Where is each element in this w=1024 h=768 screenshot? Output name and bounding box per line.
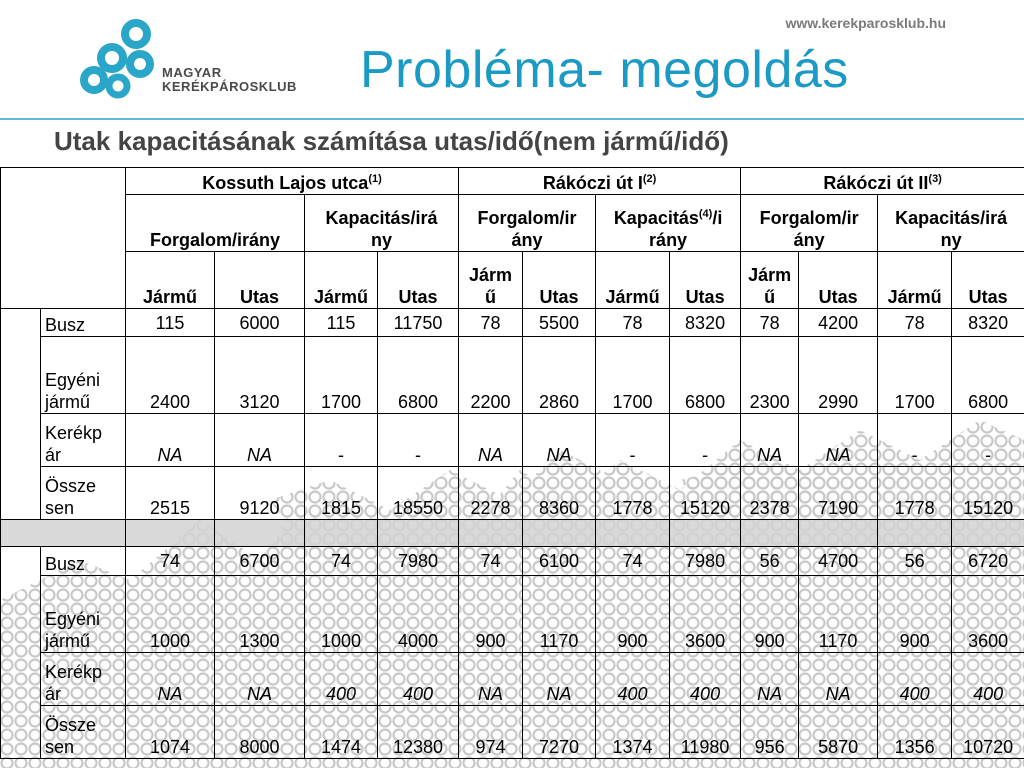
table-row xyxy=(1,337,1024,414)
table-cell: 15120 xyxy=(952,467,1024,520)
table-cell: NA xyxy=(126,414,215,467)
table-cell: 9120 xyxy=(215,467,305,520)
table-cell: 1000 xyxy=(305,576,378,653)
col-utas: Utas xyxy=(670,252,741,309)
logo-line-1: MAGYAR xyxy=(162,65,222,80)
forgalom-header: Forgalom/ir ány xyxy=(459,195,596,252)
group-label-before xyxy=(1,309,41,520)
row-label: Össze sen xyxy=(41,706,126,759)
kapacitas-header: Kapacitás/irá ny xyxy=(878,195,1024,252)
table-cell: 900 xyxy=(741,576,799,653)
table-cell: NA xyxy=(215,653,305,706)
table-cell: NA xyxy=(741,414,799,467)
table-cell: 1700 xyxy=(305,337,378,414)
row-label: Egyéni jármű xyxy=(41,337,126,414)
table-cell: NA xyxy=(523,653,596,706)
table-cell: 5870 xyxy=(799,706,878,759)
header-row-units xyxy=(1,252,1024,309)
table-cell: 11750 xyxy=(378,309,459,337)
col-utas: Utas xyxy=(378,252,459,309)
logo-line-2: KERÉKPÁROSKLUB xyxy=(162,79,297,94)
table-cell: - xyxy=(670,414,741,467)
table-cell: 4700 xyxy=(799,547,878,576)
separator-cell xyxy=(878,520,952,547)
table-cell: 12380 xyxy=(378,706,459,759)
table-row xyxy=(1,309,1024,337)
separator-cell xyxy=(670,520,741,547)
table-cell: 956 xyxy=(741,706,799,759)
table-cell: 6800 xyxy=(952,337,1024,414)
col-utas: Utas xyxy=(523,252,596,309)
table-cell: 2278 xyxy=(459,467,523,520)
table-cell: 900 xyxy=(878,576,952,653)
table-cell: 6100 xyxy=(523,547,596,576)
table-cell: 8000 xyxy=(215,706,305,759)
table-cell: 974 xyxy=(459,706,523,759)
table-cell: 74 xyxy=(305,547,378,576)
col-jarmu: Jármű xyxy=(878,252,952,309)
table-cell: 4200 xyxy=(799,309,878,337)
row-label: Össze sen xyxy=(41,467,126,520)
separator-cell xyxy=(378,520,459,547)
forgalom-header: Forgalom/irány xyxy=(126,195,305,252)
table-cell: 900 xyxy=(459,576,523,653)
capacity-table xyxy=(0,167,1024,759)
row-label: Kerékp ár xyxy=(41,653,126,706)
col-jarmu: Járm ű xyxy=(459,252,523,309)
table-row xyxy=(1,576,1024,653)
table-cell: 74 xyxy=(126,547,215,576)
table-cell: 6720 xyxy=(952,547,1024,576)
slide-subtitle: Utak kapacitásának számítása utas/idő(nem jármű/idő) xyxy=(54,126,729,156)
separator-cell xyxy=(126,520,215,547)
table-cell: 1778 xyxy=(596,467,670,520)
separator-cell xyxy=(1,520,126,547)
table-cell: 6800 xyxy=(670,337,741,414)
table-cell: - xyxy=(878,414,952,467)
website-url: www.kerekparosklub.hu xyxy=(785,15,946,31)
road-header-rakoczi-2: Rákóczi út II$^{(3)}$ xyxy=(741,168,1024,195)
table-cell: 7190 xyxy=(799,467,878,520)
kerekparosklub-logo xyxy=(78,18,328,100)
separator-cell xyxy=(799,520,878,547)
table-row xyxy=(1,467,1024,520)
table-cell: 56 xyxy=(741,547,799,576)
col-jarmu: Járm ű xyxy=(741,252,799,309)
table-cell: 900 xyxy=(596,576,670,653)
table-cell: 115 xyxy=(305,309,378,337)
table-cell: NA xyxy=(523,414,596,467)
col-utas: Utas xyxy=(799,252,878,309)
separator-cell xyxy=(305,520,378,547)
table-cell: 400 xyxy=(670,653,741,706)
table-row xyxy=(1,653,1024,706)
table-row xyxy=(1,414,1024,467)
table-cell: 1815 xyxy=(305,467,378,520)
separator-cell xyxy=(215,520,305,547)
table-cell: 1356 xyxy=(878,706,952,759)
table-cell: NA xyxy=(126,653,215,706)
table-cell: 74 xyxy=(596,547,670,576)
group-label-after xyxy=(1,547,41,759)
table-cell: 1170 xyxy=(799,576,878,653)
table-cell: 400 xyxy=(596,653,670,706)
table-cell: 3120 xyxy=(215,337,305,414)
table-cell: 7980 xyxy=(670,547,741,576)
table-cell: 2200 xyxy=(459,337,523,414)
col-jarmu: Jármű xyxy=(596,252,670,309)
table-cell: 7270 xyxy=(523,706,596,759)
table-cell: 78 xyxy=(459,309,523,337)
table-cell: 1300 xyxy=(215,576,305,653)
logo-wordmark xyxy=(162,66,297,94)
table-cell: 1700 xyxy=(596,337,670,414)
table-cell: 2860 xyxy=(523,337,596,414)
table-cell: NA xyxy=(459,653,523,706)
title-divider xyxy=(0,118,1024,120)
table-cell: 3600 xyxy=(670,576,741,653)
separator-row xyxy=(1,520,1024,547)
table-cell: 2990 xyxy=(799,337,878,414)
table-cell: 78 xyxy=(741,309,799,337)
table-cell: 8360 xyxy=(523,467,596,520)
forgalom-header: Forgalom/ir ány xyxy=(741,195,878,252)
separator-cell xyxy=(523,520,596,547)
table-cell: - xyxy=(305,414,378,467)
table-cell: 1474 xyxy=(305,706,378,759)
table-cell: 3600 xyxy=(952,576,1024,653)
col-utas: Utas xyxy=(952,252,1024,309)
table-cell: 2378 xyxy=(741,467,799,520)
table-cell: 74 xyxy=(459,547,523,576)
row-label: Busz xyxy=(41,309,126,337)
table-cell: 8320 xyxy=(670,309,741,337)
table-cell: 400 xyxy=(878,653,952,706)
table-cell: 8320 xyxy=(952,309,1024,337)
kapacitas-header: Kapacitás$^{(4)}$/i rány xyxy=(596,195,741,252)
table-cell: 10720 xyxy=(952,706,1024,759)
table-cell: 1778 xyxy=(878,467,952,520)
table-cell: 5500 xyxy=(523,309,596,337)
table-cell: 11980 xyxy=(670,706,741,759)
separator-cell xyxy=(741,520,799,547)
table-cell: - xyxy=(378,414,459,467)
table-cell: 56 xyxy=(878,547,952,576)
table-cell: - xyxy=(952,414,1024,467)
row-label: Busz xyxy=(41,547,126,576)
kapacitas-header: Kapacitás/irá ny xyxy=(305,195,459,252)
col-utas: Utas xyxy=(215,252,305,309)
separator-cell xyxy=(952,520,1024,547)
road-header-rakoczi-1: Rákóczi út $I^{(2)}$ xyxy=(459,168,741,195)
table-cell: 7980 xyxy=(378,547,459,576)
table-cell: 1700 xyxy=(878,337,952,414)
table-cell: 15120 xyxy=(670,467,741,520)
table-cell: 400 xyxy=(952,653,1024,706)
table-cell: 6700 xyxy=(215,547,305,576)
slide-title: Probléma- megoldás xyxy=(360,41,849,99)
row-label: Egyéni jármű xyxy=(41,576,126,653)
table-cell: 1170 xyxy=(523,576,596,653)
table-cell: 6000 xyxy=(215,309,305,337)
separator-cell xyxy=(459,520,523,547)
logo-circles-icon xyxy=(78,18,162,100)
table-cell: NA xyxy=(799,653,878,706)
row-label: Kerékp ár xyxy=(41,414,126,467)
table-cell: 78 xyxy=(596,309,670,337)
table-cell: 6800 xyxy=(378,337,459,414)
table-cell: NA xyxy=(459,414,523,467)
table-cell: 2300 xyxy=(741,337,799,414)
table-cell: NA xyxy=(215,414,305,467)
table-cell: NA xyxy=(741,653,799,706)
table-cell: NA xyxy=(799,414,878,467)
table-cell: 2400 xyxy=(126,337,215,414)
table-cell: 1074 xyxy=(126,706,215,759)
header-row-measures xyxy=(1,195,1024,252)
road-header-kossuth: Kossuth Lajos utca$^{(1)}$ xyxy=(126,168,459,195)
table-cell: 400 xyxy=(305,653,378,706)
table-cell: 18550 xyxy=(378,467,459,520)
table-cell: - xyxy=(596,414,670,467)
table-cell: 1374 xyxy=(596,706,670,759)
separator-cell xyxy=(596,520,670,547)
table-cell: 115 xyxy=(126,309,215,337)
table-cell: 4000 xyxy=(378,576,459,653)
col-jarmu: Jármű xyxy=(305,252,378,309)
table-row xyxy=(1,547,1024,576)
corner-cell xyxy=(1,168,126,309)
table-cell: 78 xyxy=(878,309,952,337)
col-jarmu: Jármű xyxy=(126,252,215,309)
table-cell: 400 xyxy=(378,653,459,706)
header-row-roads xyxy=(1,168,1024,195)
table-row xyxy=(1,706,1024,759)
table-cell: 1000 xyxy=(126,576,215,653)
table-cell: 2515 xyxy=(126,467,215,520)
